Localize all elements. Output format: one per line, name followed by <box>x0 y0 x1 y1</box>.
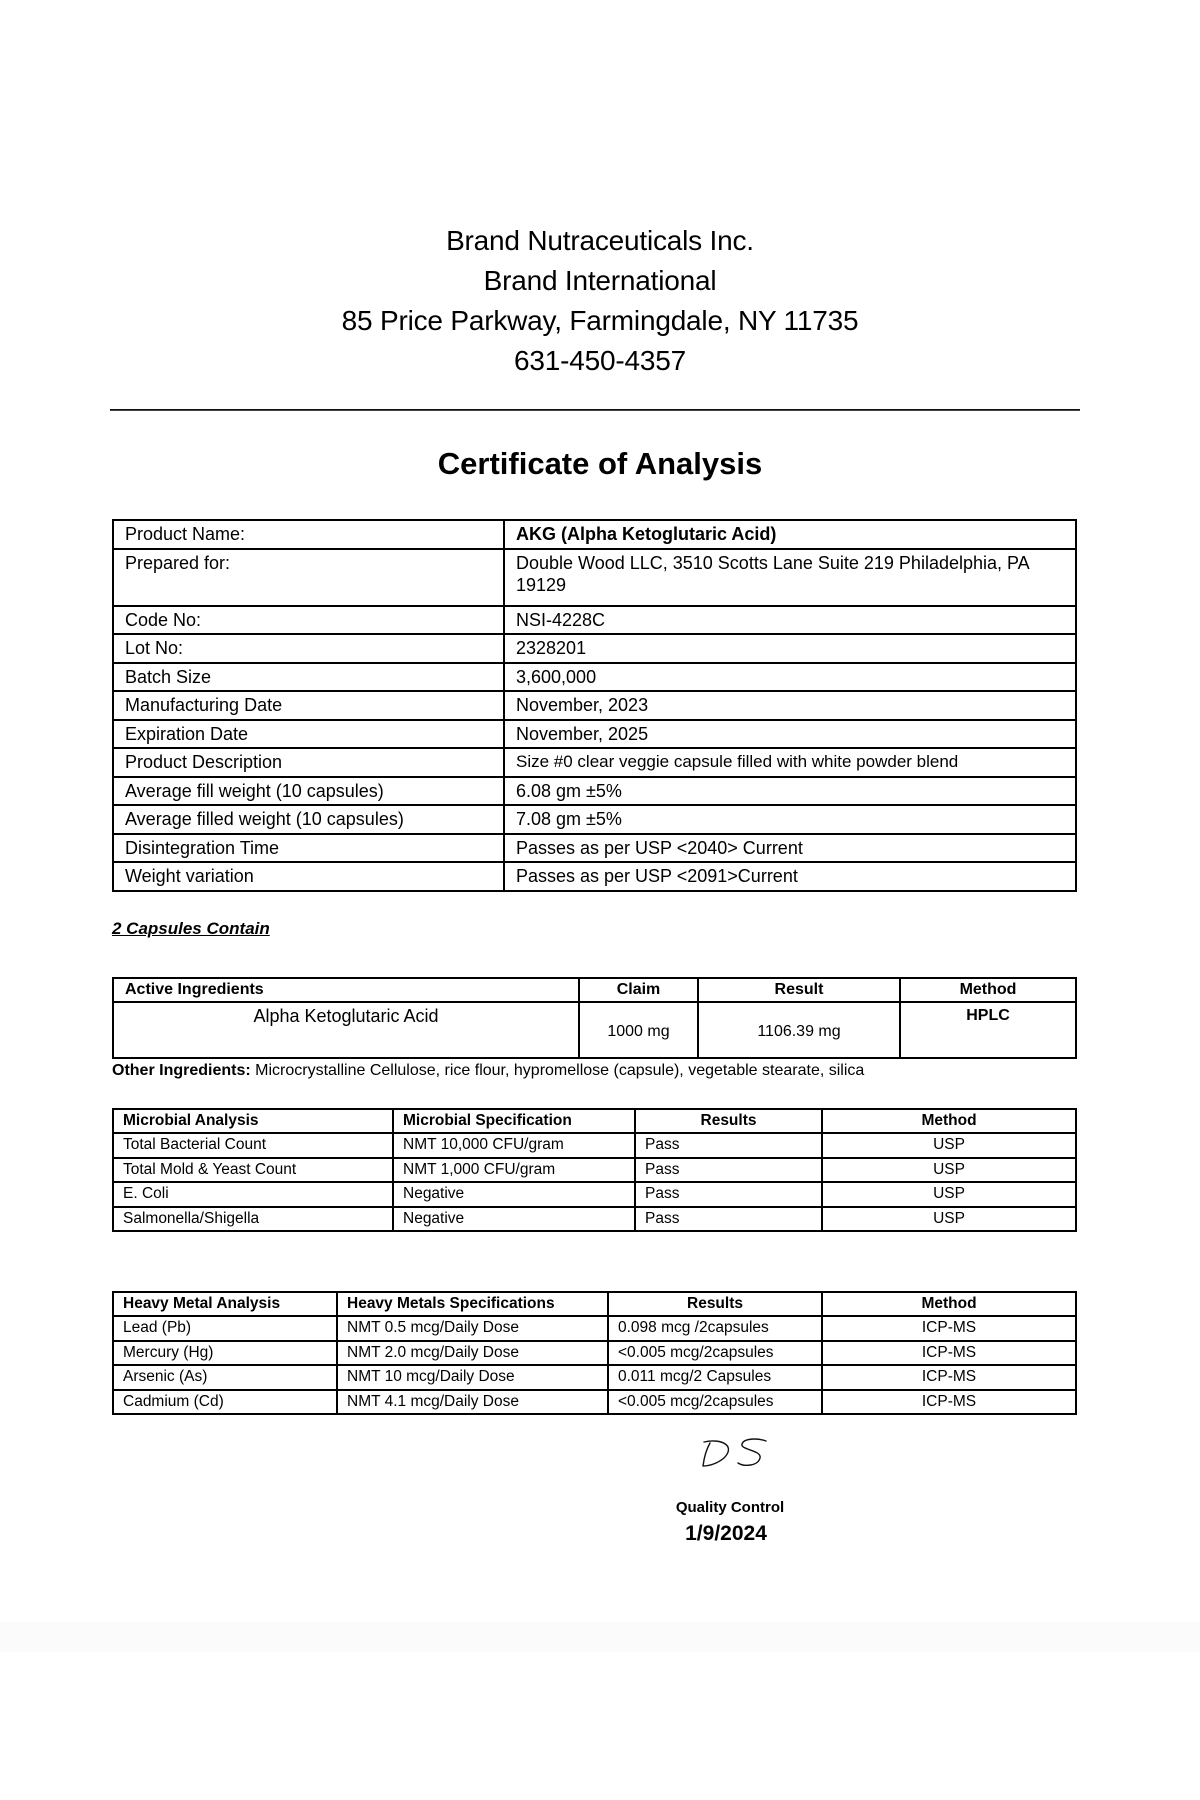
table-row <box>113 720 1076 749</box>
specification: NMT 2.0 mcg/Daily Dose <box>337 1341 608 1365</box>
method: USP <box>822 1182 1076 1206</box>
table-row <box>113 1390 1076 1414</box>
result: 0.098 mcg /2capsules <box>608 1316 822 1340</box>
result-value: 1106.39 mg <box>698 1002 900 1058</box>
result: Pass <box>635 1158 822 1182</box>
serving-heading: 2 Capsules Contain <box>112 919 270 938</box>
result: 0.011 mcg/2 Capsules <box>608 1365 822 1389</box>
microbial-analysis-table <box>112 1108 1077 1232</box>
product-info-table <box>112 519 1077 892</box>
specification: NMT 4.1 mcg/Daily Dose <box>337 1390 608 1414</box>
result: Pass <box>635 1133 822 1157</box>
method: ICP-MS <box>822 1365 1076 1389</box>
weight-variation-value: Passes as per USP <2091>Current <box>504 862 1076 891</box>
column-header: Method <box>822 1109 1076 1133</box>
result: <0.005 mcg/2capsules <box>608 1341 822 1365</box>
test-name: E. Coli <box>113 1182 393 1206</box>
field-label: Product Description <box>113 748 504 777</box>
method: ICP-MS <box>822 1390 1076 1414</box>
fill-weight-value: 6.08 gm ±5% <box>504 777 1076 806</box>
product-description-value: Size #0 clear veggie capsule filled with white powder blend <box>504 748 1076 777</box>
column-header: Claim <box>579 978 698 1002</box>
field-label: Average filled weight (10 capsules) <box>113 805 504 834</box>
table-row <box>113 1182 1076 1206</box>
field-label: Manufacturing Date <box>113 691 504 720</box>
field-label: Weight variation <box>113 862 504 891</box>
column-header: Heavy Metals Specifications <box>337 1292 608 1316</box>
other-ingredients-label: Other Ingredients: <box>112 1062 251 1079</box>
method-value: HPLC <box>900 1002 1076 1058</box>
method: USP <box>822 1133 1076 1157</box>
header-divider <box>110 409 1080 411</box>
table-row <box>113 520 1076 549</box>
table-row <box>113 606 1076 635</box>
document-title: Certificate of Analysis <box>437 446 763 481</box>
lot-no-value: 2328201 <box>504 634 1076 663</box>
field-label: Batch Size <box>113 663 504 692</box>
expiration-date-value: November, 2025 <box>504 720 1076 749</box>
batch-size-value: 3,600,000 <box>504 663 1076 692</box>
table-row <box>113 862 1076 891</box>
claim-value: 1000 mg <box>579 1002 698 1058</box>
method: ICP-MS <box>822 1341 1076 1365</box>
table-row <box>113 1133 1076 1157</box>
table-header-row <box>113 1109 1076 1133</box>
result: Pass <box>635 1207 822 1231</box>
table-row <box>113 1158 1076 1182</box>
test-name: Cadmium (Cd) <box>113 1390 337 1414</box>
result: Pass <box>635 1182 822 1206</box>
table-row <box>113 1341 1076 1365</box>
specification: NMT 1,000 CFU/gram <box>393 1158 635 1182</box>
table-row <box>113 748 1076 777</box>
column-header: Heavy Metal Analysis <box>113 1292 337 1316</box>
column-header: Microbial Specification <box>393 1109 635 1133</box>
specification: NMT 10,000 CFU/gram <box>393 1133 635 1157</box>
table-row <box>113 834 1076 863</box>
field-label: Lot No: <box>113 634 504 663</box>
company-address: 85 Price Parkway, Farmingdale, NY 11735 <box>341 305 859 336</box>
signature <box>700 1436 770 1472</box>
signature-stroke-d <box>703 1441 728 1466</box>
specification: Negative <box>393 1207 635 1231</box>
table-row <box>113 1316 1076 1340</box>
column-header: Active Ingredients <box>113 978 579 1002</box>
company-division: Brand International <box>483 265 717 296</box>
column-header: Result <box>698 978 900 1002</box>
code-no-value: NSI-4228C <box>504 606 1076 635</box>
table-row <box>113 1207 1076 1231</box>
table-row <box>113 1002 1076 1058</box>
company-phone: 631-450-4357 <box>514 345 686 376</box>
ingredient-name: Alpha Ketoglutaric Acid <box>113 1002 579 1058</box>
method: ICP-MS <box>822 1316 1076 1340</box>
field-label: Prepared for: <box>113 549 504 606</box>
column-header: Results <box>635 1109 822 1133</box>
company-name: Brand Nutraceuticals Inc. <box>446 225 754 256</box>
table-row <box>113 549 1076 606</box>
field-label: Disintegration Time <box>113 834 504 863</box>
signature-stroke-s <box>738 1439 766 1465</box>
test-name: Lead (Pb) <box>113 1316 337 1340</box>
column-header: Method <box>822 1292 1076 1316</box>
result: <0.005 mcg/2capsules <box>608 1390 822 1414</box>
test-name: Arsenic (As) <box>113 1365 337 1389</box>
column-header: Method <box>900 978 1076 1002</box>
method: USP <box>822 1158 1076 1182</box>
table-row <box>113 634 1076 663</box>
specification: NMT 0.5 mcg/Daily Dose <box>337 1316 608 1340</box>
table-row <box>113 691 1076 720</box>
column-header: Results <box>608 1292 822 1316</box>
filled-weight-value: 7.08 gm ±5% <box>504 805 1076 834</box>
product-name-value: AKG (Alpha Ketoglutaric Acid) <box>504 520 1076 549</box>
field-label: Expiration Date <box>113 720 504 749</box>
method: USP <box>822 1207 1076 1231</box>
table-row <box>113 777 1076 806</box>
table-header-row <box>113 1292 1076 1316</box>
signoff-date: 1/9/2024 <box>685 1522 767 1545</box>
disintegration-value: Passes as per USP <2040> Current <box>504 834 1076 863</box>
test-name: Mercury (Hg) <box>113 1341 337 1365</box>
active-ingredients-table <box>112 977 1077 1059</box>
manufacturing-date-value: November, 2023 <box>504 691 1076 720</box>
heavy-metal-analysis-table <box>112 1291 1077 1415</box>
other-ingredients <box>112 1060 864 1082</box>
scan-band <box>0 1622 1200 1652</box>
specification: Negative <box>393 1182 635 1206</box>
table-row <box>113 805 1076 834</box>
test-name: Total Bacterial Count <box>113 1133 393 1157</box>
signoff-role: Quality Control <box>675 1499 785 1516</box>
table-header-row <box>113 978 1076 1002</box>
prepared-for-value: Double Wood LLC, 3510 Scotts Lane Suite 219 Philadelphia, PA 19129 <box>504 549 1076 606</box>
field-label: Average fill weight (10 capsules) <box>113 777 504 806</box>
test-name: Total Mold & Yeast Count <box>113 1158 393 1182</box>
column-header: Microbial Analysis <box>113 1109 393 1133</box>
field-label: Product Name: <box>113 520 504 549</box>
other-ingredients-text: Microcrystalline Cellulose, rice flour, hypromellose (capsule), vegetable stearate, silica <box>255 1062 865 1079</box>
test-name: Salmonella/Shigella <box>113 1207 393 1231</box>
specification: NMT 10 mcg/Daily Dose <box>337 1365 608 1389</box>
field-label: Code No: <box>113 606 504 635</box>
table-row <box>113 1365 1076 1389</box>
table-row <box>113 663 1076 692</box>
